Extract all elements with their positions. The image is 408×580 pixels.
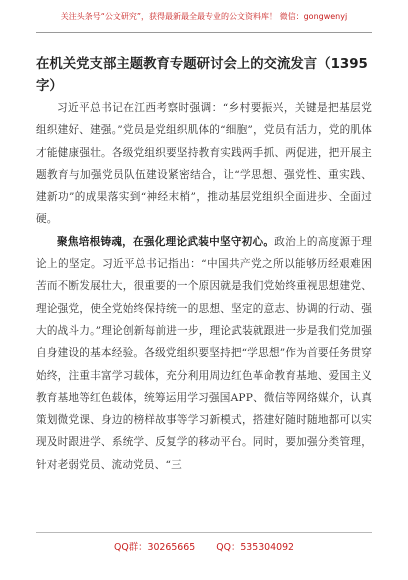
paragraph-text: 政治上的高度源于理论上的坚定。习近平总书记指出：“中国共产党之所以能够历经艰难困苦而不断发展壮大，很重要的一个原因就是我们党始终重视思想建党、理论强党，使全党始终保持统一的思想、坚定的意志、协调的行动、强大的战斗力。”理论创新每前进一步，理论武装就跟进一步是我们党加强自身建设的基本经验。各级党组织要坚持把“学思想”作为首要任务贯穿始终，注重丰富学习载体，充分利用周边红色革命教育基地、爱国主义教育基地等红色载体，统筹运用学习强国APP、微信等网络媒介，认真策划微党课、身边的榜样故事等学习新模式，搭建好随时随地都可以实现及时跟进学、系统学、反复学的移动平台。同时，要加强分类管理，针对老弱党员、流动党员、“三 [36,235,372,471]
body-paragraph: 习近平总书记在江西考察时强调：“乡村要振兴，关键是把基层党组织建好、建强。”党员是党组织肌体的“细胞”，党员有活力，党的肌体才能健康强壮。各级党组织要坚持教育实践两手抓、两促进，把开展主题教育与加强党员队伍建设紧密结合，让“学思想、强党性、重实践、建新功”的成果落实到“神经末梢”，推动基层党组织全面进步、全面过硬。 [36,102,372,226]
document-title: 在机关党支部主题教育专题研讨会上的交流发言（1395字） [36,57,368,94]
document-body [36,97,372,476]
paragraph-heading: 聚焦培根铸魂，在强化理论武装中坚守初心。 [57,235,275,248]
header-banner: 关注头条号“公文研究”，获得最新最全最专业的公文资料库！ 微信：gongwenyj [36,6,372,33]
qq-number: QQ：535304092 [216,542,295,553]
body-paragraph [36,231,372,476]
footer-contacts [36,532,372,553]
qq-group-number: QQ群：30265665 [113,542,196,553]
